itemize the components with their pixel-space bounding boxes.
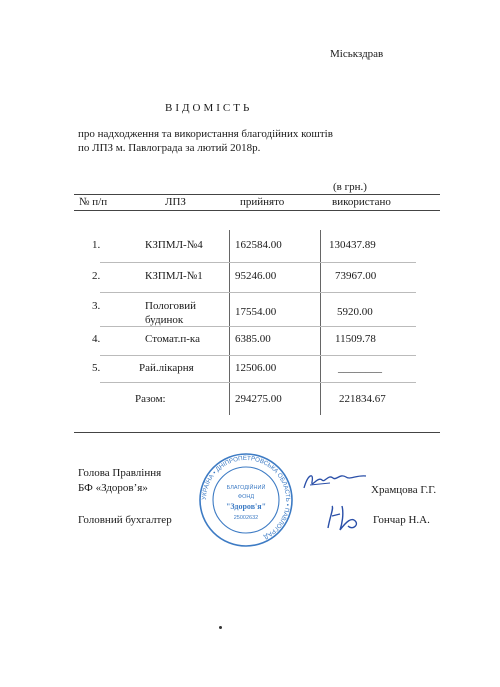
row-received: 12506.00: [235, 362, 277, 374]
table-top-line: [74, 194, 440, 195]
row-divider: [100, 355, 416, 356]
accountant-name: Гончар Н.А.: [373, 514, 430, 526]
row-number: 2.: [92, 270, 101, 282]
chair-role-line-1: Голова Правління: [78, 467, 162, 479]
row-received: 17554.00: [235, 306, 277, 318]
row-used: 130437.89: [329, 239, 376, 251]
total-received: 294275.00: [235, 393, 282, 405]
column-divider-received: [229, 230, 230, 415]
row-divider: [100, 262, 416, 263]
row-institution: Стомат.п-ка: [145, 333, 200, 345]
row-received: 6385.00: [235, 333, 271, 345]
stamp-code: 25002632: [233, 515, 259, 521]
column-divider-used: [320, 230, 321, 415]
unit-note: (в грн.): [333, 181, 367, 193]
row-institution-line-2: будинок: [145, 314, 184, 326]
row-institution-line-1: Пологовий: [145, 300, 196, 312]
accountant-signature: [322, 502, 362, 534]
stamp-inner-mid: ФОНД: [237, 494, 255, 500]
row-used: 11509.78: [335, 333, 376, 345]
row-divider: [100, 292, 416, 293]
total-used: 221834.67: [339, 393, 386, 405]
stamp-inner-top: БЛАГОДІЙНИЙ: [226, 485, 266, 491]
column-header-number: № п/п: [79, 196, 108, 208]
row-number: 4.: [92, 333, 101, 345]
accountant-role: Головний бухгалтер: [78, 514, 172, 526]
subtitle-line-1: про надходження та використання благодійних коштів: [78, 128, 333, 140]
column-header-used: використано: [332, 196, 391, 208]
recipient-label: Міськздрав: [330, 48, 384, 60]
row-number: 3.: [92, 300, 101, 312]
chair-role-line-2: БФ «Здоров’я»: [78, 482, 148, 494]
page-mark: [219, 626, 222, 629]
chair-name: Храмцова Г.Г.: [371, 484, 437, 496]
table-header-line: [74, 210, 440, 211]
chair-signature: [300, 468, 370, 494]
stamp-outer-text: УКРАЇНА • ДНІПРОПЕТРОВСЬКА ОБЛАСТЬ • ПАВЛОГРАД: [200, 454, 292, 541]
stamp-name: "Здоров'я": [225, 502, 267, 511]
row-number: 1.: [92, 239, 101, 251]
row-used: ________: [338, 362, 382, 374]
row-divider: [100, 326, 416, 327]
row-number: 5.: [92, 362, 101, 374]
organization-stamp: [198, 452, 294, 548]
row-used: 5920.00: [337, 306, 373, 318]
subtitle-line-2: по ЛПЗ м. Павлограда за лютий 2018р.: [78, 142, 261, 154]
column-header-received: прийнято: [240, 196, 285, 208]
total-label: Разом:: [135, 393, 166, 405]
column-header-institution: ЛПЗ: [165, 196, 186, 208]
table-bottom-line: [74, 432, 440, 433]
row-institution: КЗПМЛ-№4: [145, 239, 203, 251]
row-received: 95246.00: [235, 270, 277, 282]
document-title: ВІДОМІСТЬ: [165, 102, 253, 114]
row-received: 162584.00: [235, 239, 282, 251]
row-used: 73967.00: [335, 270, 377, 282]
row-institution: Рай.лікарня: [139, 362, 194, 374]
row-divider: [100, 382, 416, 383]
row-institution: КЗПМЛ-№1: [145, 270, 203, 282]
